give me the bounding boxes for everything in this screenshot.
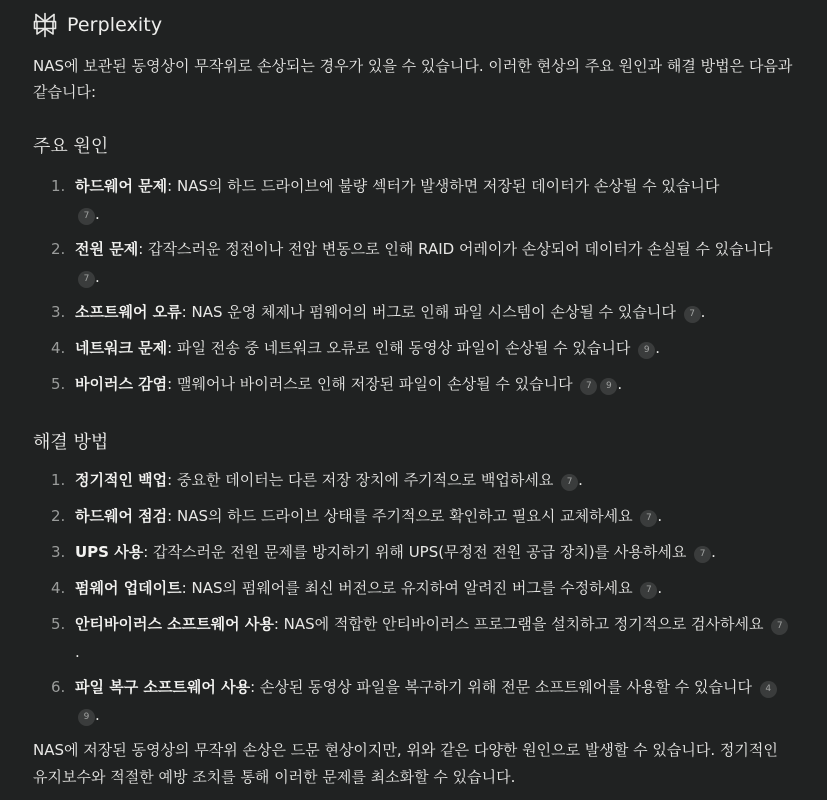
intro-paragraph: NAS에 보관된 동영상이 무작위로 손상되는 경우가 있을 수 있습니다. 이러한 현상의 주요 원인과 해결 방법은 다음과 같습니다: [33, 57, 793, 101]
list-number: 3. [51, 543, 66, 561]
list-number: 1. [51, 177, 66, 195]
list-item: 6. 파일 복구 소프트웨어 사용: 손상된 동영상 파일을 복구하기 위해 전문 소프트웨어를 사용할 수 있습니다 49 . [33, 673, 795, 729]
item-label: 네트워크 문제 [75, 339, 168, 357]
citation-badge[interactable]: 4 [760, 681, 777, 698]
solutions-heading: 해결 방법 [33, 432, 109, 453]
item-label: 바이러스 감염 [75, 375, 168, 393]
citation-badge[interactable]: 7 [640, 582, 657, 599]
item-label: UPS 사용 [75, 543, 144, 561]
brand-name: Perplexity [67, 14, 163, 36]
citation-badge[interactable]: 7 [694, 546, 711, 563]
perplexity-logo-icon [33, 12, 57, 38]
item-label: 하드웨어 점검 [75, 507, 168, 525]
list-item: 3. UPS 사용: 갑작스러운 전원 문제를 방지하기 위해 UPS(무정전 전원 공급 장치)를 사용하세요 7 . [33, 538, 795, 566]
item-text: : 맬웨어나 바이러스로 인해 저장된 파일이 손상될 수 있습니다 [167, 375, 573, 393]
item-label: 정기적인 백업 [75, 471, 168, 489]
item-text: : NAS에 적합한 안티바이러스 프로그램을 설치하고 정기적으로 검사하세요 [273, 615, 764, 633]
item-text: : 손상된 동영상 파일을 복구하기 위해 전문 소프트웨어를 사용할 수 있습니다 [250, 678, 752, 696]
citation-badge[interactable]: 7 [561, 474, 578, 491]
item-text: : 갑작스러운 전원 문제를 방지하기 위해 UPS(무정전 전원 공급 장치)를 사용하세요 [143, 543, 687, 561]
list-number: 1. [51, 471, 66, 489]
causes-heading: 주요 원인 [33, 136, 109, 157]
list-number: 3. [51, 303, 66, 321]
item-label: 하드웨어 문제 [75, 177, 168, 195]
citation-badge[interactable]: 9 [638, 342, 655, 359]
list-item: 2. 하드웨어 점검: NAS의 하드 드라이브 상태를 주기적으로 확인하고 필요시 교체하세요 7 . [33, 502, 795, 530]
item-text: : 파일 전송 중 네트워크 오류로 인해 동영상 파일이 손상될 수 있습니다 [167, 339, 631, 357]
item-label: 펌웨어 업데이트 [75, 579, 182, 597]
list-number: 2. [51, 507, 66, 525]
item-text: : NAS 운영 체제나 펌웨어의 버그로 인해 파일 시스템이 손상될 수 있습니다 [181, 303, 676, 321]
item-text: : NAS의 펌웨어를 최신 버전으로 유지하여 알려진 버그를 수정하세요 [181, 579, 633, 597]
list-item: 2. 전원 문제: 갑작스러운 정전이나 전압 변동으로 인해 RAID 어레이가 손상되어 데이터가 손실될 수 있습니다 7 . [33, 235, 795, 291]
brand-header [33, 11, 162, 39]
citation-badge[interactable]: 7 [580, 378, 597, 395]
list-number: 2. [51, 240, 66, 258]
citation-badge[interactable]: 7 [78, 271, 95, 288]
conclusion-paragraph: NAS에 저장된 동영상의 무작위 손상은 드문 현상이지만, 위와 같은 다양한 원인으로 발생할 수 있습니다. 정기적인 유지보수와 적절한 예방 조치를 통해 이러한 문제를 최소화할 수 있습니다. [33, 741, 778, 786]
citation-badge[interactable]: 7 [640, 510, 657, 527]
item-label: 소프트웨어 오류 [75, 303, 182, 321]
item-text: : NAS의 하드 드라이브에 불량 섹터가 발생하면 저장된 데이터가 손상될 수 있습니다 [167, 177, 720, 195]
citation-badge[interactable]: 7 [771, 618, 788, 635]
list-number: 5. [51, 375, 66, 393]
list-number: 4. [51, 579, 66, 597]
list-item: 1. 하드웨어 문제: NAS의 하드 드라이브에 불량 섹터가 발생하면 저장된 데이터가 손상될 수 있습니다 7 . [33, 172, 795, 228]
item-text: : 중요한 데이터는 다른 저장 장치에 주기적으로 백업하세요 [167, 471, 554, 489]
item-label: 안티바이러스 소프트웨어 사용 [75, 615, 274, 633]
list-item: 4. 네트워크 문제: 파일 전송 중 네트워크 오류로 인해 동영상 파일이 손상될 수 있습니다 9 . [33, 334, 795, 362]
list-number: 6. [51, 678, 66, 696]
list-item: 3. 소프트웨어 오류: NAS 운영 체제나 펌웨어의 버그로 인해 파일 시스템이 손상될 수 있습니다 7 . [33, 298, 795, 326]
list-item: 1. 정기적인 백업: 중요한 데이터는 다른 저장 장치에 주기적으로 백업하세요 7 . [33, 466, 795, 494]
citation-badge[interactable]: 7 [78, 208, 95, 225]
list-item: 5. 바이러스 감염: 맬웨어나 바이러스로 인해 저장된 파일이 손상될 수 있습니다 7 9 . [33, 370, 795, 398]
citation-badge[interactable]: 9 [600, 378, 617, 395]
list-item: 4. 펌웨어 업데이트: NAS의 펌웨어를 최신 버전으로 유지하여 알려진 버그를 수정하세요 7 . [33, 574, 795, 602]
item-label: 전원 문제 [75, 240, 139, 258]
item-label: 파일 복구 소프트웨어 사용 [75, 678, 251, 696]
list-item: 5. 안티바이러스 소프트웨어 사용: NAS에 적합한 안티바이러스 프로그램을 설치하고 정기적으로 검사하세요 7. [33, 610, 795, 666]
list-number: 4. [51, 339, 66, 357]
citation-badge[interactable]: 9 [78, 709, 95, 726]
list-number: 5. [51, 615, 66, 633]
citation-badge[interactable]: 7 [684, 306, 701, 323]
item-text: : NAS의 하드 드라이브 상태를 주기적으로 확인하고 필요시 교체하세요 [167, 507, 633, 525]
item-text: : 갑작스러운 정전이나 전압 변동으로 인해 RAID 어레이가 손상되어 데이터가 손실될 수 있습니다 [138, 240, 773, 258]
